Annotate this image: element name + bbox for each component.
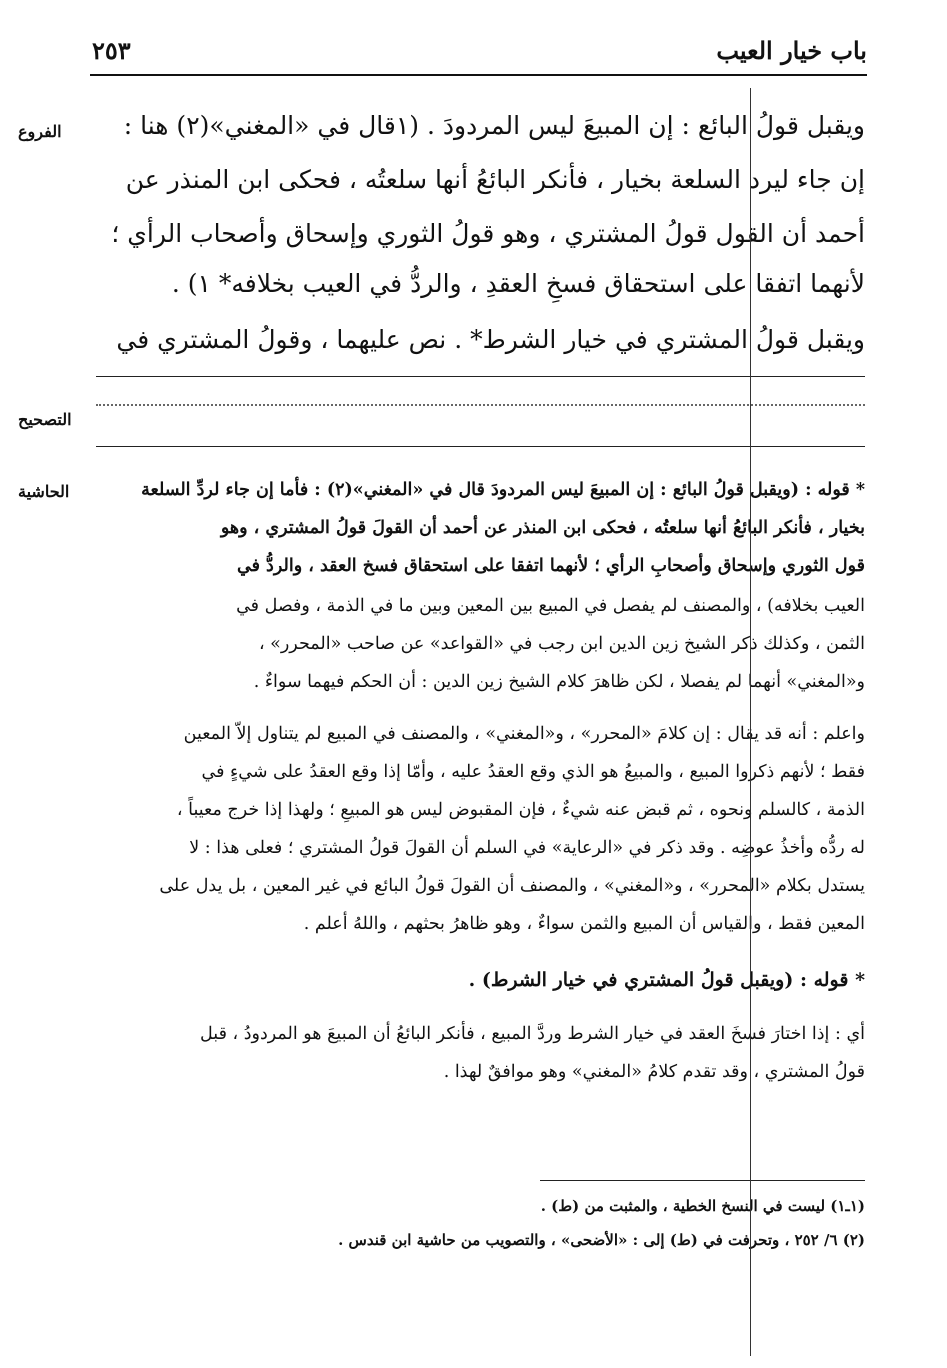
scan-gutter-line — [750, 88, 751, 1356]
header-rule — [90, 74, 867, 76]
running-title: باب خيار العيب — [716, 36, 867, 65]
hashiya-line: الذمة ، كالسلم ونحوه ، ثم قبض عنه شيءٌ ، فإن المقبوض ليس هو المبيعِ ؛ ولهذا إذا خرج معيباً ، — [176, 800, 865, 820]
hashiya-line: يستدل بكلام «المحرر» ، و«المغني» ، والمصنف أن القولَ قولُ البائع في غير المعين ، بل يدل على — [159, 876, 865, 896]
main-text-line: أحمد أن القول قولُ المشتري ، وهو قولُ الثوري وإسحاق وأصحاب الرأي ؛ — [111, 219, 865, 248]
hashiya-line: و«المغني» أنهما لم يفصلا ، لكن ظاهرَ كلام الشيخ زين الدين : أن الحكم فيهما سواءٌ . — [253, 672, 865, 692]
hashiya-line: المعين فقط ، والقياس أن المبيع والثمن سواءٌ ، وهو ظاهرُ بحثهم ، واللهُ أعلم . — [303, 914, 865, 934]
hashiya-line: قولُ المشتري ، وقد تقدم كلامُ «المغني» وهو موافقٌ لهذا . — [443, 1062, 865, 1082]
main-text-line: ويقبل قولُ المشتري في خيار الشرط* . نص عليهما ، وقولُ المشتري في — [116, 325, 865, 354]
hashiya-line: * قوله : (ويقبل قولُ البائع : إن المبيعَ ليس المردودَ قال في «المغني»(٢) : فأما إن جاء لردِّ السلعة — [141, 480, 865, 500]
footnote-rule — [540, 1180, 865, 1181]
hashiya-line: الثمن ، وكذلك ذكر الشيخ زين الدين ابن رجب في «القواعد» عن صاحب «المحرر» ، — [258, 634, 865, 654]
hashiya-line: قول الثوري وإسحاق وأصحابِ الرأي ؛ لأنهما اتفقا على استحقاق فسخ العقد ، والردُّ في — [237, 556, 865, 576]
hashiya-line: بخيار ، فأنكر البائعُ أنها سلعتُه ، فحكى ابن المنذر عن أحمد أن القولَ قولُ المشتري ، وهو — [220, 518, 865, 538]
footnote: (١ـ١) ليست في النسخ الخطية ، والمثبت من (ط) . — [540, 1197, 865, 1215]
hashiya-line: له ردُّه وأخذُ عوضِه . وقد ذكر في «الرعاية» في السلم أن القولَ قولُ المشتري ؛ فعلى هذا : لا — [189, 838, 865, 858]
hashiya-line: فقط ؛ لأنهم ذكروا المبيع ، والمبيعُ هو الذي وقع العقدُ عليه ، وأمّا إذا وقع العقدُ على شيءٍ في — [201, 762, 865, 782]
hashiya-line: أي : إذا اختارَ فسخَ العقد في خيار الشرط وردَّ المبيع ، فأنكر البائعُ أن المبيعَ هو المردودُ ، قبل — [200, 1024, 865, 1044]
side-label-tashih: التصحيح — [18, 410, 72, 429]
hashiya-line: * قوله : (ويقبل قولُ المشتري في خيار الشرط) . — [468, 969, 865, 991]
side-label-hashiya: الحاشية — [18, 482, 70, 501]
main-text-line: لأنهما اتفقا على استحقاق فسخِ العقدِ ، والردُّ في العيب بخلافه* ١) . — [171, 269, 865, 298]
side-label-furu: الفروع — [18, 122, 62, 141]
hashiya-line: واعلم : أنه قد يقال : إن كلامَ «المحرر» ، و«المغني» ، والمصنف في المبيع لم يتناول إلاّ المعين — [183, 724, 865, 744]
footnote: (٢) ٦/ ٢٥٢ ، وتحرفت في (ط) إلى : «الأضحى» ، والتصويب من حاشية ابن قندس . — [338, 1231, 865, 1249]
page-number: ٢٥٣ — [92, 36, 131, 65]
main-text-line: إن جاء ليرد السلعة بخيار ، فأنكر البائعُ أنها سلعتُه ، فحكى ابن المنذر عن — [125, 165, 865, 194]
hashiya-line: العيب بخلافه) ، والمصنف لم يفصل في المبيع بين المعين وبين ما في الذمة ، وفصل في — [236, 596, 865, 616]
main-text-line: ويقبل قولُ البائع : إن المبيعَ ليس المردودَ . (١قال في «المغني»(٢) هنا : — [123, 111, 865, 140]
